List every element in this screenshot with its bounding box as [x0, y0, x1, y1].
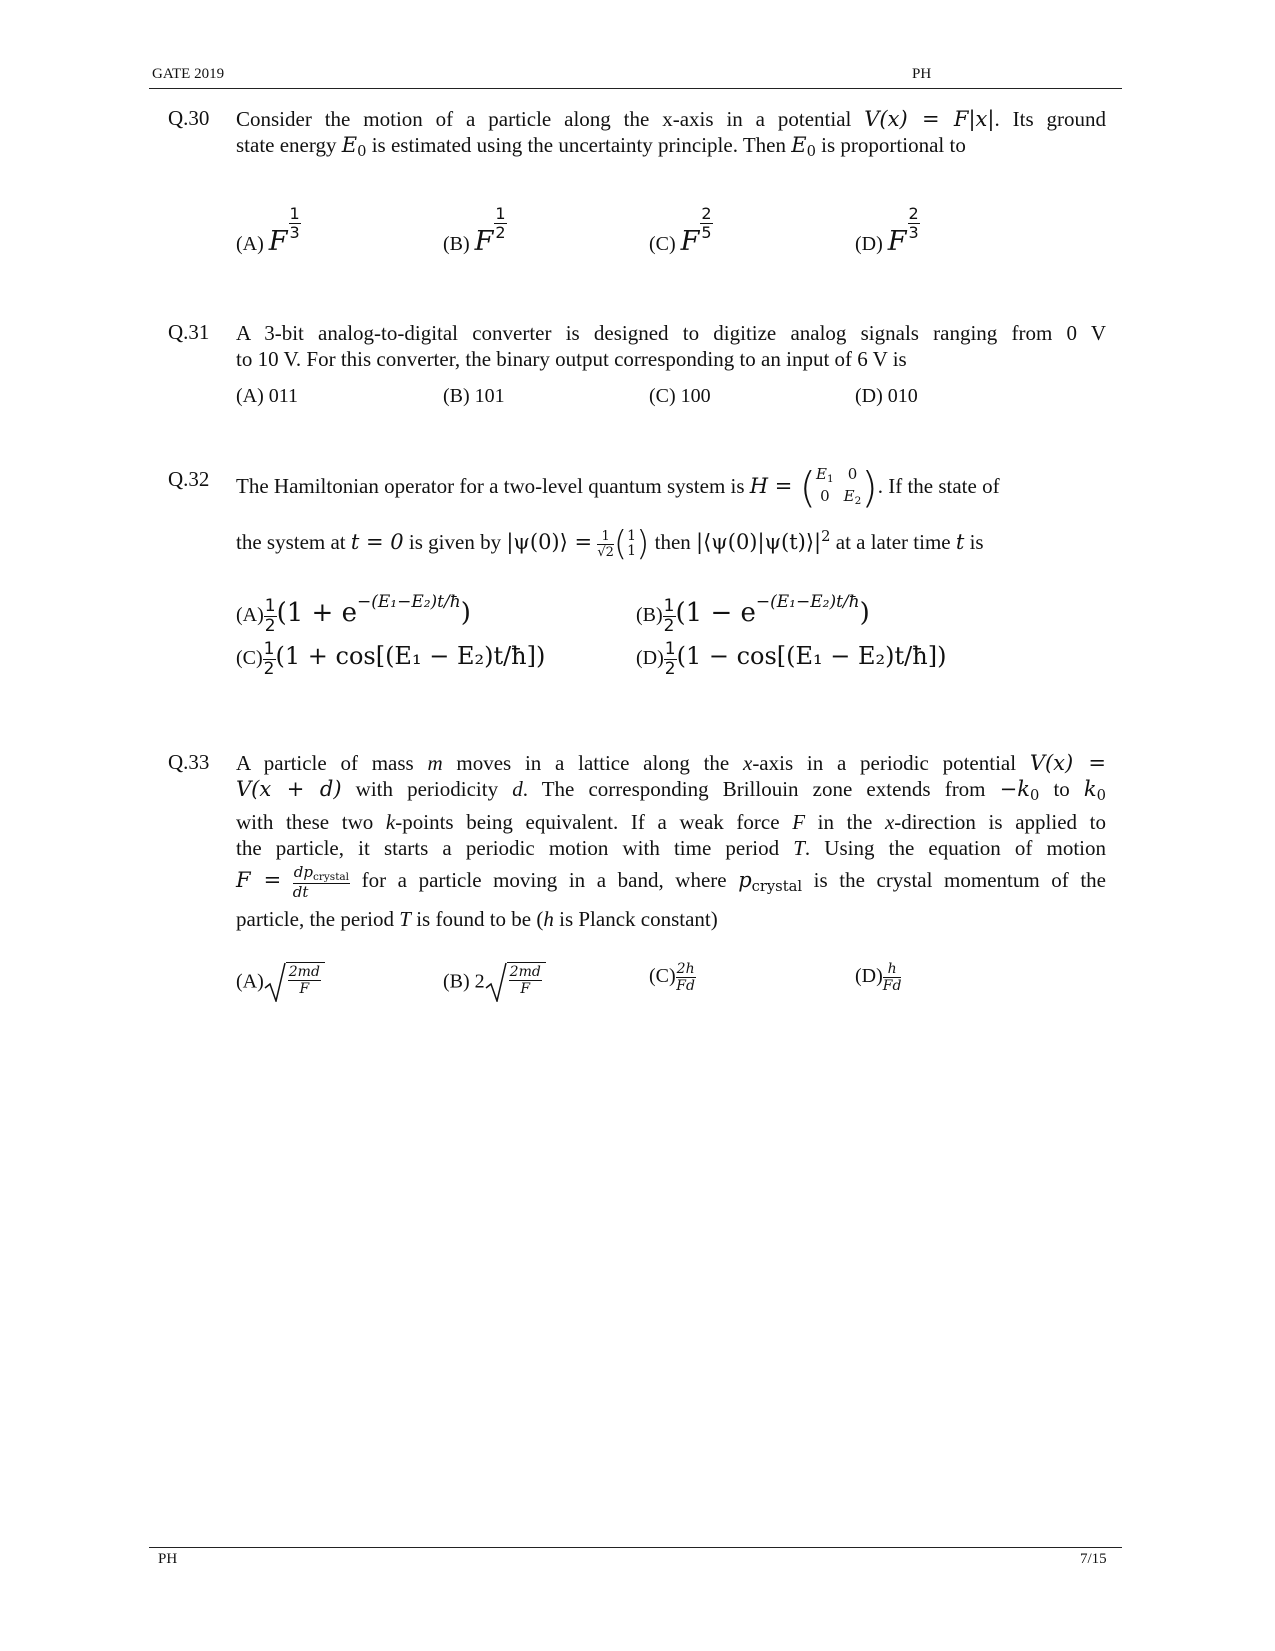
- question-number-33: Q.33: [168, 750, 210, 774]
- question-number-30: Q.30: [168, 106, 210, 130]
- question-32-line-1: The Hamiltonian operator for a two-level quantum system is H = ( $E_1$ 0 0 $E_2$ ) . If the state of: [236, 462, 1000, 512]
- q32-option-d: (D) $\frac{1}{2}$ (1 − cos[(E₁ − E₂)t/ħ]): [636, 639, 947, 679]
- footer-subject-code: PH: [158, 1551, 178, 1567]
- question-32-line-2: the system at t = 0 is given by |ψ(0)⟩ = $\frac{1}{√2}$ ( 1 1 ) then $|⟨\psi(0)|\psi(t)⟩|^2$ at a later time t is: [236, 524, 984, 565]
- hamiltonian-matrix: ( $E_1$ 0 0 $E_2$ ): [799, 462, 878, 512]
- q30-option-c: (C) F $\frac{2}{5}$: [649, 204, 712, 257]
- header-exam-title: GATE 2019: [152, 66, 225, 82]
- q30-option-a: (A) F $\frac{1}{3}$: [236, 204, 300, 257]
- q33-option-b: (B) 2 $\frac{2md}{F}$: [443, 962, 546, 1002]
- q33-option-c: (C) $\frac{2h}{Fd}$: [649, 961, 695, 994]
- state-vector: ( 1 1 ): [613, 524, 650, 565]
- question-number-32: Q.32: [168, 467, 210, 491]
- header-subject-code: PH: [912, 66, 932, 82]
- q31-option-a: (A) 011: [236, 385, 299, 407]
- q31-option-b: (B) 101: [443, 385, 505, 407]
- square-root-a: $\frac{2md}{F}$: [264, 962, 325, 1002]
- q30-option-b: (B) F $\frac{1}{2}$: [443, 204, 506, 257]
- footer-rule: [149, 1547, 1122, 1548]
- q31-option-d: (D) 010: [855, 385, 918, 407]
- momentum-derivative: $\frac{dp_{crystal}}{dt}$: [292, 862, 350, 902]
- q31-option-c: (C) 100: [649, 385, 711, 407]
- q33-option-d: (D) $\frac{h}{Fd}$: [855, 961, 902, 994]
- question-number-31: Q.31: [168, 320, 210, 344]
- potential-expression: V(x) = F|x|: [864, 107, 995, 131]
- q32-option-b: (B) $\frac{1}{2}$ $(1 - e^{-(E_1-E_2)t/ħ})$: [636, 592, 870, 636]
- question-33-text: A particle of mass m moves in a lattice along the x-axis in a periodic potential V(x) = V(x + d) with periodicity d. The corresponding Brillouin zone extends from $-k_0$ to $k_0$ with these two k-points being equivalent. If a weak force F in the x-direction is applied to the particle, it starts a periodic motion with time period T. Using the equation of motion F = $\frac{dp_{crystal}}{dt}$ for a particle moving in a band, where $p_{crystal}$ is the crystal momentum of the particle, the period T is found to be (h is Planck constant): [236, 751, 1106, 932]
- question-31-text: A 3-bit analog-to-digital converter is designed to digitize analog signals ranging from 0 V to 10 V. For this converter, the binary output corresponding to an input of 6 V is: [236, 321, 1106, 371]
- page-number: 7/15: [1080, 1551, 1107, 1567]
- square-root-b: $\frac{2md}{F}$: [485, 962, 546, 1002]
- q32-option-c: (C) $\frac{1}{2}$ (1 + cos[(E₁ − E₂)t/ħ]): [236, 639, 546, 679]
- header-rule: [149, 88, 1122, 89]
- q33-option-a: (A) $\frac{2md}{F}$: [236, 962, 325, 1002]
- q32-option-a: (A) $\frac{1}{2}$ $(1 + e^{-(E_1-E_2)t/ħ})$: [236, 592, 471, 636]
- q30-option-d: (D) F $\frac{2}{3}$: [855, 204, 919, 257]
- question-30-text: Consider the motion of a particle along the x-axis in a potential V(x) = F|x|. Its ground state energy $E_0$ is estimated using the uncertainty principle. Then $E_0$ is proportional to: [236, 107, 1107, 161]
